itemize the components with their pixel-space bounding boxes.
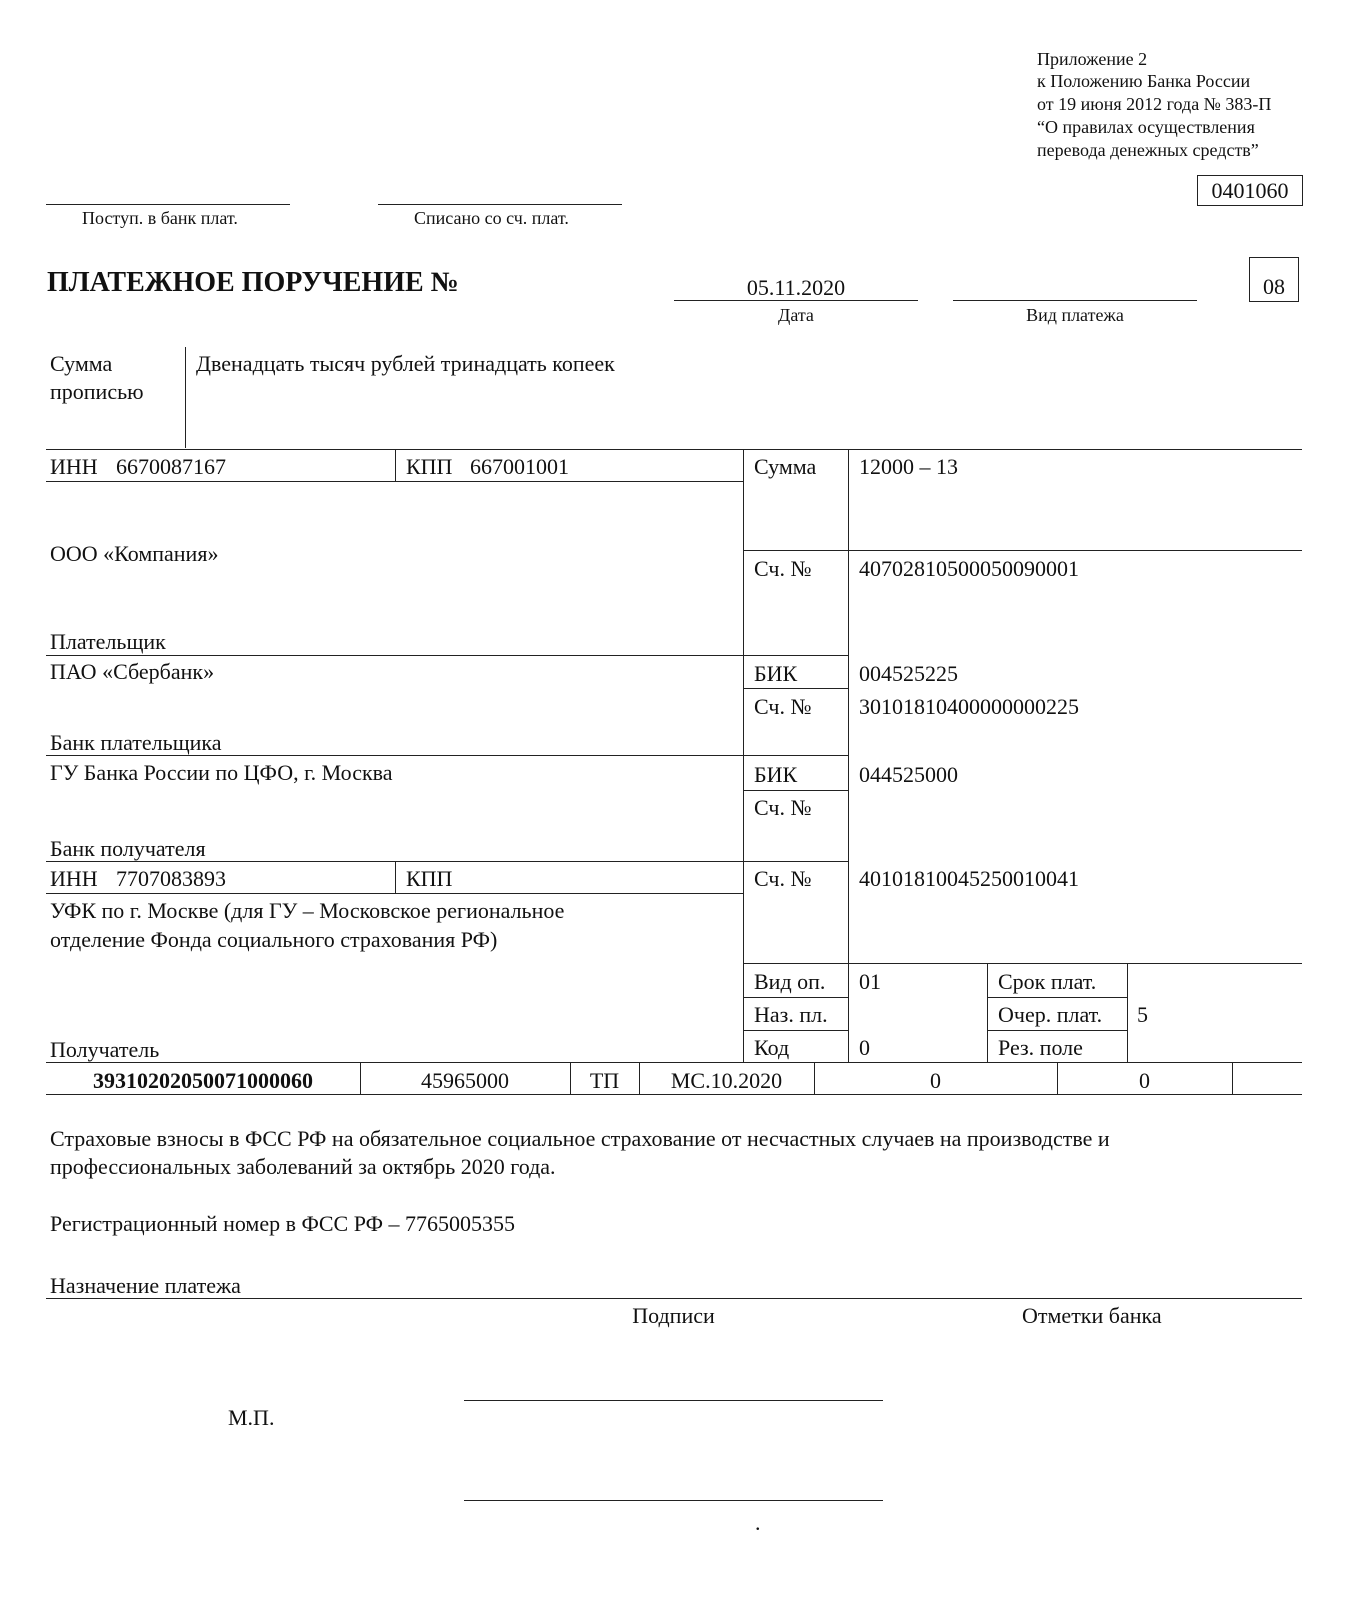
code-value: 0 <box>859 1035 870 1060</box>
purpose-line-1: Страховые взносы в ФСС РФ на обязательное социальное страхование от несчастных случаев на производстве и <box>50 1126 1110 1151</box>
bank-marks-label: Отметки банка <box>1022 1303 1162 1328</box>
reserve-label: Рез. поле <box>998 1035 1083 1060</box>
grid-line <box>1127 963 1128 1062</box>
grid-line <box>987 963 988 1062</box>
deadline-label: Срок плат. <box>998 969 1097 994</box>
date-value: 05.11.2020 <box>746 275 846 300</box>
payee-account-label: Сч. № <box>754 866 812 891</box>
payee-bank-name: ГУ Банка России по ЦФО, г. Москва <box>50 760 393 785</box>
kbk: 39310202050071000060 <box>93 1068 313 1093</box>
payer-corr-label: Сч. № <box>754 694 812 719</box>
payee-name-line-2: отделение Фонда социального страхования РФ) <box>50 927 498 952</box>
payer-kpp-label: КПП <box>406 454 453 479</box>
date-line <box>674 300 918 301</box>
signatures-label: Подписи <box>632 1303 715 1328</box>
code-label: Код <box>754 1035 790 1060</box>
doc-date: 0 <box>1139 1068 1150 1093</box>
amount-words-value: Двенадцать тысяч рублей тринадцать копеек <box>196 351 615 376</box>
appendix-line-5: перевода денежных средств” <box>1037 140 1259 160</box>
op-type-label: Вид оп. <box>754 969 826 994</box>
appendix-line-2: к Положению Банка России <box>1037 71 1251 91</box>
payer-bank-label: Банк плательщика <box>50 730 222 755</box>
grid-line <box>46 893 743 894</box>
payer-account-label: Сч. № <box>754 556 812 581</box>
grid-line <box>743 790 848 791</box>
payer-bik: 004525225 <box>859 661 958 686</box>
bottom-dot: . <box>755 1510 761 1535</box>
status-code-box <box>1249 257 1299 302</box>
grid-line <box>46 1062 1302 1063</box>
signature-line-2 <box>464 1500 883 1501</box>
priority-value: 5 <box>1137 1002 1148 1027</box>
sum-label: Сумма <box>754 454 817 479</box>
status-code: 08 <box>1263 274 1285 299</box>
grid-line <box>743 1030 848 1031</box>
stamp-label: М.П. <box>228 1405 275 1430</box>
payee-corr-label: Сч. № <box>754 795 812 820</box>
payer-inn-label: ИНН <box>50 454 98 479</box>
signature-line-1 <box>464 1400 883 1401</box>
tax-row-bottom-line <box>46 1094 1302 1095</box>
purpose-code-label: Наз. пл. <box>754 1002 828 1027</box>
payer-label: Плательщик <box>50 629 166 654</box>
payer-bik-label: БИК <box>754 661 798 686</box>
payer-corr-account: 30101810400000000225 <box>859 694 1079 719</box>
payee-inn-label: ИНН <box>50 866 98 891</box>
received-line <box>46 204 290 205</box>
payee-name-line-1: УФК по г. Москве (для ГУ – Московское региональное <box>50 898 565 923</box>
grid-line <box>395 861 396 893</box>
form-code: 0401060 <box>1211 178 1289 203</box>
amount-words-label-2: прописью <box>50 379 144 404</box>
payment-type-line <box>953 300 1197 301</box>
purpose-label: Назначение платежа <box>50 1273 241 1298</box>
purpose-line-3: Регистрационный номер в ФСС РФ – 7765005355 <box>50 1211 515 1236</box>
payer-kpp: 667001001 <box>470 454 569 479</box>
date-label: Дата <box>778 305 814 325</box>
grid-line <box>743 997 848 998</box>
purpose-line-2: профессиональных заболеваний за октябрь 2020 года. <box>50 1154 556 1179</box>
form-code-box <box>1197 175 1303 206</box>
grid-line <box>987 1030 1127 1031</box>
payee-inn: 7707083893 <box>116 866 226 891</box>
payer-name: ООО «Компания» <box>50 541 219 566</box>
oktmo: 45965000 <box>421 1068 509 1093</box>
document-title: ПЛАТЕЖНОЕ ПОРУЧЕНИЕ № <box>47 267 459 298</box>
payer-inn: 6670087167 <box>116 454 226 479</box>
payee-account: 40101810045250010041 <box>859 866 1079 891</box>
priority-label: Очер. плат. <box>998 1002 1103 1027</box>
tax-period: МС.10.2020 <box>670 1068 783 1093</box>
payee-label: Получатель <box>50 1037 160 1062</box>
tax-row-divider <box>1232 1062 1233 1094</box>
appendix-line-4: “О правилах осуществления <box>1037 117 1255 137</box>
payee-bik: 044525000 <box>859 762 958 787</box>
appendix-line-3: от 19 июня 2012 года № 383-П <box>1037 94 1272 114</box>
amount-words-label-1: Сумма <box>50 351 113 376</box>
purpose-bottom-line <box>46 1298 1302 1299</box>
payment-type-label: Вид платежа <box>1026 305 1124 325</box>
grid-line <box>743 963 1302 964</box>
payee-bank-label: Банк получателя <box>50 836 206 861</box>
payer-account: 40702810500050090001 <box>859 556 1079 581</box>
grid-line <box>395 449 396 481</box>
debited-label: Списано со сч. плат. <box>414 208 569 228</box>
sum-value: 12000 – 13 <box>859 454 958 479</box>
amount-words-divider <box>185 347 186 448</box>
grid-line <box>46 655 848 656</box>
appendix-line-1: Приложение 2 <box>1037 49 1148 69</box>
payer-bank-name: ПАО «Сбербанк» <box>50 659 215 684</box>
payment-basis: ТП <box>589 1068 620 1093</box>
debited-line <box>378 204 622 205</box>
grid-line <box>987 997 1127 998</box>
grid-vline-right <box>848 449 849 1062</box>
grid-line <box>743 688 848 689</box>
op-type: 01 <box>859 969 881 994</box>
grid-line <box>46 449 1302 450</box>
grid-line <box>46 481 743 482</box>
received-label: Поступ. в банк плат. <box>82 208 238 228</box>
doc-number: 0 <box>930 1068 941 1093</box>
payee-bik-label: БИК <box>754 762 798 787</box>
grid-line <box>743 550 1302 551</box>
payee-kpp-label: КПП <box>406 866 453 891</box>
